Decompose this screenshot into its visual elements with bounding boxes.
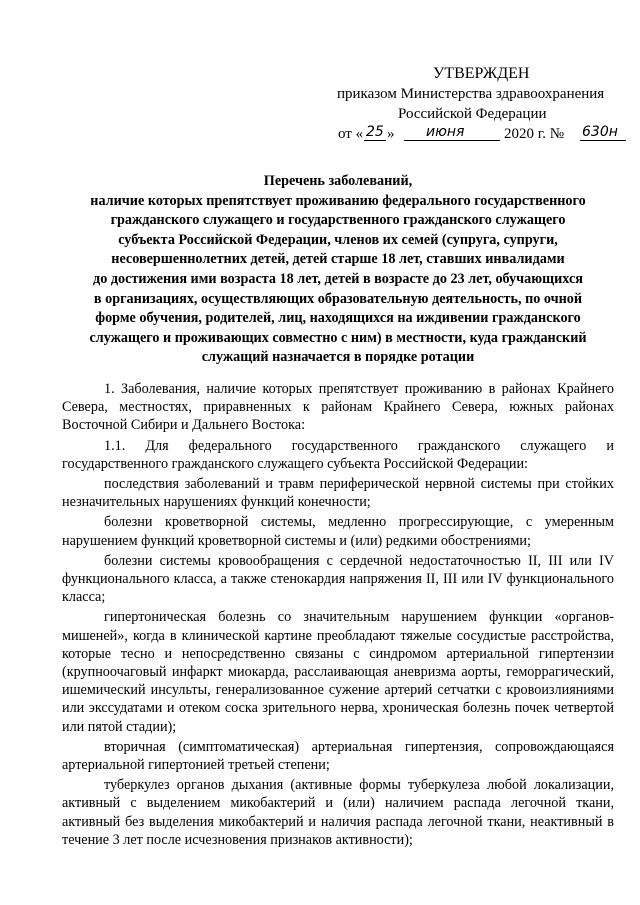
- approval-ministry-line: приказом Министерства здравоохранения: [337, 86, 605, 102]
- approval-block: [330, 64, 630, 146]
- title-line: субъекта Российской Федерации, членов их семей (супруга, супруги,: [118, 231, 558, 248]
- title-line: Перечень заболеваний,: [263, 173, 413, 189]
- paragraph-hypertension: гипертоническая болезнь со значительным нарушением функции «органов-мишеней», когда в клинической картине преобладают тяжелые сосудистые расстройства, которые тесно и непосредственно связаны с синдромом артериальной гипертензии (крупноочаговый инфаркт миокарда, расслаивающая аневризма аорты, геморрагический, ишемический инсульты, генерализованное сужение артерий сетчатки с кровоизлияниями или экссудатами и отеком соска зрительного нерва, хроническая болезнь почек четвертой или пятой стадии);: [62, 609, 614, 735]
- paragraph-peripheral-nervous: последствия заболеваний и травм периферической нервной системы при стойких незначительных нарушениях функций конечности;: [62, 476, 614, 511]
- title-line: служащего и проживающих совместно с ним) в местности, куда гражданский: [89, 329, 587, 346]
- paragraph-hematopoietic: болезни кроветворной системы, медленно прогрессирующие, с умеренным нарушением функций кроветворной системы и (или) редкими обострениями;: [62, 514, 614, 549]
- approval-date-line: [330, 124, 630, 146]
- order-number-handwritten: 630н: [582, 124, 618, 140]
- paragraph-tuberculosis: туберкулез органов дыхания (активные формы туберкулеза любой локализации, активный с выделением микобактерий и (или) наличием распада легочной ткани, активный без выделения микобактерий и наличия распада легочной ткани, неактивный в течение 3 лет после исчезновения признаков активности);: [62, 777, 614, 848]
- date-prefix: от «: [338, 126, 364, 142]
- title-line: служащий назначается в порядке ротации: [201, 349, 475, 366]
- date-month-handwritten: июня: [426, 124, 465, 140]
- paragraph-secondary-hypertension: вторичная (симптоматическая) артериальная гипертензия, сопровождающаяся артериальной гипертонией третьей степени;: [62, 738, 614, 774]
- paragraph-1: 1. Заболевания, наличие которых препятствует проживанию в районах Крайнего Севера, местностях, приравненных к районам Крайнего Севера, южных районах Восточной Сибири и Дальнего Востока:: [62, 381, 614, 434]
- order-number-underline: [580, 140, 626, 141]
- paragraph-circulatory: болезни системы кровообращения с сердечной недостаточностью II, III или IV функционального класса, а также стенокардия напряжения II, III или IV функционального класса;: [62, 552, 614, 606]
- title-line: наличие которых препятствует проживанию федерального государственного: [90, 192, 586, 209]
- document-title: [58, 172, 618, 368]
- title-line: форме обучения, родителей, лиц, находящихся на иждивении гражданского: [95, 310, 581, 327]
- date-year: 2020 г. №: [504, 126, 565, 142]
- approval-title: УТВЕРЖДЕН: [433, 65, 530, 82]
- date-day-handwritten: 25: [366, 124, 384, 140]
- approval-country-line: Российской Федерации: [398, 106, 547, 122]
- title-line: в организациях, осуществляющих образовательную деятельность, по очной: [93, 290, 583, 307]
- title-line: гражданского служащего и государственного гражданского служащего: [110, 212, 566, 229]
- date-close-quote: »: [387, 126, 395, 142]
- date-month-underline: [404, 140, 500, 141]
- title-line: до достижения ими возраста 18 лет, детей в возрасте до 23 лет, обучающихся: [93, 270, 583, 287]
- date-day-underline: [364, 140, 386, 141]
- paragraph-1-1: 1.1. Для федерального государственного гражданского служащего и государственного гражданского служащего субъекта Российской Федерации:: [62, 437, 614, 472]
- title-line: несовершеннолетних детей, детей старше 18 лет, ставших инвалидами: [111, 251, 565, 268]
- document-body: [62, 380, 614, 851]
